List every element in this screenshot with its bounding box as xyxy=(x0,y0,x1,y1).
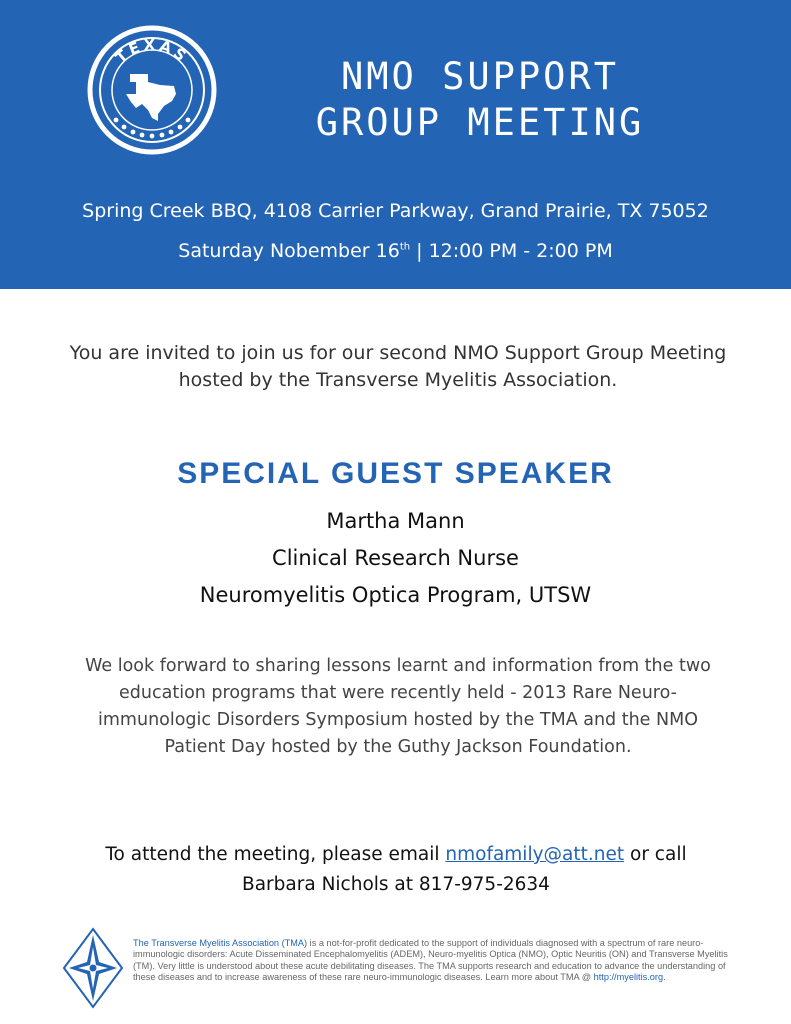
footer-website-link[interactable]: http://myelitis.org xyxy=(593,972,664,983)
date-main: Saturday Nobember 16 xyxy=(178,240,400,262)
title-line-1: NMO SUPPORT xyxy=(340,55,620,98)
speaker-program: Neuromyelitis Optica Program, UTSW xyxy=(199,583,592,607)
compass-star-logo-icon xyxy=(60,925,126,1011)
attend-mid: or call xyxy=(624,844,687,865)
speaker-role: Clinical Research Nurse xyxy=(272,546,519,570)
date-suffix: th xyxy=(399,241,411,253)
speaker-heading: SPECIAL GUEST SPEAKER xyxy=(177,457,614,490)
email-link[interactable]: nmofamily@att.net xyxy=(445,844,625,865)
header-banner xyxy=(0,0,791,289)
svg-text:TEXAS xyxy=(112,36,192,67)
footer-end: . xyxy=(663,972,666,983)
title-line-2: GROUP MEETING xyxy=(315,101,645,144)
speaker-block xyxy=(0,503,791,614)
footer-description: is a not-for-profit dedicated to the support of individuals diagnosed with a spectrum of rare neuro-immunologic disorders: Acute Disseminated Encephalomyelitis (ADEM), Neuro-myelitis Optica (NMO), Optic Neuritis (ON) and Transverse Myelitis (TM). Very little is understood about these acute debilitating diseases. The TMA supports research and education to advance the understanding of these diseases and to increase awareness of these rare neuro-immunologic diseases. Learn more about TMA @ xyxy=(133,938,728,983)
date-time: | 12:00 PM - 2:00 PM xyxy=(410,240,613,262)
speaker-name: Martha Mann xyxy=(326,509,465,533)
attend-prefix: To attend the meeting, please email xyxy=(105,844,446,865)
seal-text: TEXAS xyxy=(112,35,192,67)
lessons-text: We look forward to sharing lessons learnt and information from the two education programs that were recently held - 2013 Rare Neuro-immunologic Disorders Symposium hosted by the TMA and the NMO Patient Day hosted by the Guthy Jackson Foundation. xyxy=(85,656,711,757)
footer-text xyxy=(133,938,731,984)
texas-seal-icon xyxy=(86,24,218,156)
invitation-text: You are invited to join us for our second NMO Support Group Meeting hosted by the Transverse Myelitis Association. xyxy=(69,342,727,391)
venue-address: Spring Creek BBQ, 4108 Carrier Parkway, Grand Prairie, TX 75052 xyxy=(82,200,709,222)
attend-info xyxy=(56,840,736,900)
page-title xyxy=(250,54,710,146)
footer-org-name: The Transverse Myelitis Association (TMA) xyxy=(133,938,308,948)
meeting-date xyxy=(0,240,791,262)
attend-contact: Barbara Nichols at 817-975-2634 xyxy=(242,874,550,895)
